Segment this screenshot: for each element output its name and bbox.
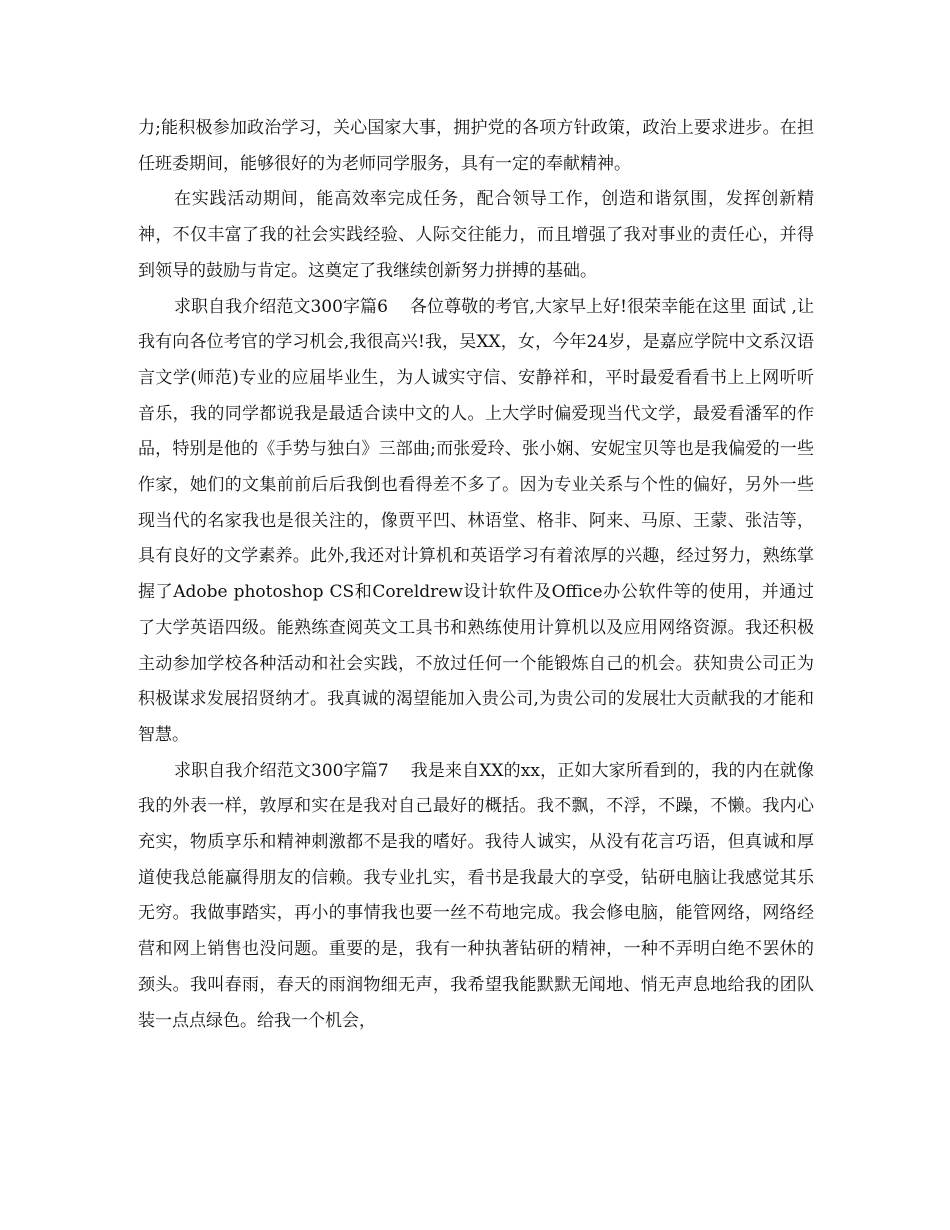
paragraph-sample-7 <box>138 754 814 1040</box>
paragraph-text: 在实践活动期间，能高效率完成任务，配合领导工作，创造和谐氛围，发挥创新精神，不仅丰富了我的社会实践经验、人际交往能力，而且增强了我对事业的责任心，并得到领导的鼓励与肯定。这奠定了我继续创新努力拼搏的基础。 <box>138 189 814 281</box>
paragraph-sample-6 <box>138 290 814 754</box>
section-heading-sample-6: 求职自我介绍范文300字篇6 <box>174 296 388 317</box>
paragraph-political-study <box>138 111 814 182</box>
paragraph-text: 各位尊敬的考官,大家早上好!很荣幸能在这里 面试 ,让我有向各位考官的学习机会,我很高兴!我，吴XX，女，今年24岁，是嘉应学院中文系汉语言文学(师范)专业的应届毕业生，为人诚实守信、安静祥和，平时最爱看看书上上网听听音乐，我的同学都说我是最适合读中文的人。上大学时偏爱现当代文学，最爱看潘军的作品，特别是他的《手势与独白》三部曲;而张爱玲、张小娴、安妮宝贝等也是我偏爱的一些作家，她们的文集前前后后我倒也看得差不多了。因为专业关系与个性的偏好，另外一些现当代的名家我也是很关注的，像贾平凹、林语堂、格非、阿来、马原、王蒙、张洁等，具有良好的文学素养。此外,我还对计算机和英语学习有着浓厚的兴趣，经过努力，熟练掌握了Adobe photoshop CS和Coreldrew设计软件及Office办公软件等的使用，并通过了大学英语四级。能熟练查阅英文工具书和熟练使用计算机以及应用网络资源。我还积极主动参加学校各种活动和社会实践，不放过任何一个能锻炼自己的机会。获知贵公司正为积极谋求发展招贤纳才。我真诚的渴望能加入贵公司,为贵公司的发展壮大贡献我的才能和智慧。 <box>138 296 815 745</box>
paragraph-text: 力;能积极参加政治学习，关心国家大事，拥护党的各项方针政策，政治上要求进步。在担任班委期间，能够很好的为老师同学服务，具有一定的奉献精神。 <box>138 118 814 174</box>
section-heading-sample-7: 求职自我介绍范文300字篇7 <box>174 760 389 781</box>
paragraph-practice-activities <box>138 182 814 289</box>
paragraph-text: 我是来自XX的xx，正如大家所看到的，我的内在就像我的外表一样，敦厚和实在是我对自己最好的概括。我不飘，不浮，不躁，不懒。我内心充实，物质享乐和精神刺激都不是我的嗜好。我待人诚实，从没有花言巧语，但真诚和厚道使我总能赢得朋友的信赖。我专业扎实，看书是我最大的享受，钻研电脑让我感觉其乐无穷。我做事踏实，再小的事情我也要一丝不苟地完成。我会修电脑，能管网络，网络经营和网上销售也没问题。重要的是，我有一种执著钻研的精神，一种不弄明白绝不罢休的颈头。我叫春雨，春天的雨润物细无声，我希望我能默默无闻地、悄无声息地给我的团队装一点点绿色。给我一个机会， <box>138 760 814 1031</box>
document-body <box>138 111 814 1039</box>
